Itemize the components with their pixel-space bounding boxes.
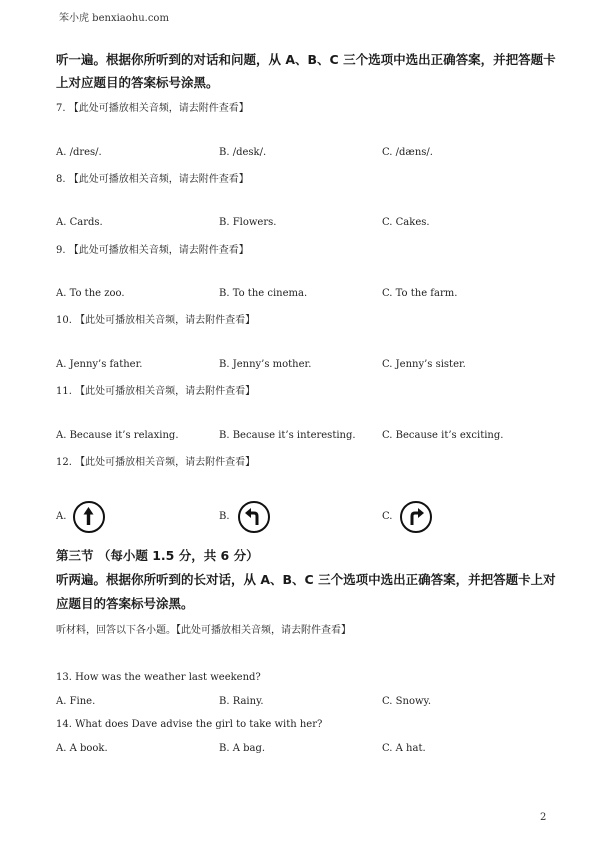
q8-option-a: A. Cards. <box>56 217 103 228</box>
listening-material-note: 听材料，回答以下各小题。【此处可播放相关音频，请去附件查看】 <box>56 625 351 636</box>
q14-option-c: C. A hat. <box>382 743 426 754</box>
q12-option-b: B. <box>219 511 230 522</box>
section3-instructions-line1: 听两遍。根据你所听到的长对话，从 A、B、C 三个选项中选出正确答案，并把答题卡上对 <box>56 572 556 587</box>
q9-option-c: C. To the farm. <box>382 288 458 299</box>
q7-option-c: C. /dæns/. <box>382 147 433 158</box>
q8-option-c: C. Cakes. <box>382 217 430 228</box>
q12-option-c: C. <box>382 511 393 522</box>
q7-option-a: A. /dres/. <box>56 147 102 158</box>
q12-option-a: A. <box>56 511 67 522</box>
q13-option-a: A. Fine. <box>56 696 96 707</box>
section3-title: 第三节 （每小题 1.5 分，共 6 分） <box>56 548 259 563</box>
q13-option-c: C. Snowy. <box>382 696 432 707</box>
question-10: 10. 【此处可播放相关音频，请去附件查看】 <box>56 315 256 326</box>
q11-option-b: B. Because it’s interesting. <box>219 430 356 441</box>
section2-instructions-line1: 听一遍。根据你所听到的对话和问题，从 A、B、C 三个选项中选出正确答案，并把答题卡 <box>56 52 556 67</box>
q7-option-b: B. /desk/. <box>219 147 267 158</box>
question-11: 11. 【此处可播放相关音频，请去附件查看】 <box>56 386 256 397</box>
q14-option-a: A. A book. <box>56 743 108 754</box>
q14-option-b: B. A bag. <box>219 743 266 754</box>
question-8: 8. 【此处可播放相关音频，请去附件查看】 <box>56 174 249 185</box>
site-header: 笨小虎 benxiaohu.com <box>59 13 169 24</box>
q10-option-b: B. Jenny’s mother. <box>219 359 312 370</box>
section2-instructions-line2: 上对应题目的答案标号涂黑。 <box>56 75 219 90</box>
q11-option-a: A. Because it’s relaxing. <box>56 430 179 441</box>
question-12: 12. 【此处可播放相关音频，请去附件查看】 <box>56 457 256 468</box>
q9-option-a: A. To the zoo. <box>56 288 125 299</box>
q11-option-c: C. Because it’s exciting. <box>382 430 504 441</box>
q9-option-b: B. To the cinema. <box>219 288 308 299</box>
q10-option-c: C. Jenny’s sister. <box>382 359 466 370</box>
turn-right-sign-icon <box>400 501 432 533</box>
q13-option-b: B. Rainy. <box>219 696 264 707</box>
section3-instructions-line2: 应题目的答案标号涂黑。 <box>56 596 194 611</box>
question-13: 13. How was the weather last weekend? <box>56 672 261 683</box>
question-7: 7. 【此处可播放相关音频，请去附件查看】 <box>56 103 249 114</box>
arrow-up-sign-icon <box>73 501 105 533</box>
question-14: 14. What does Dave advise the girl to take with her? <box>56 719 323 730</box>
q10-option-a: A. Jenny’s father. <box>56 359 143 370</box>
question-9: 9. 【此处可播放相关音频，请去附件查看】 <box>56 245 249 256</box>
turn-left-sign-icon <box>238 501 270 533</box>
page-number: 2 <box>540 812 547 823</box>
q8-option-b: B. Flowers. <box>219 217 277 228</box>
